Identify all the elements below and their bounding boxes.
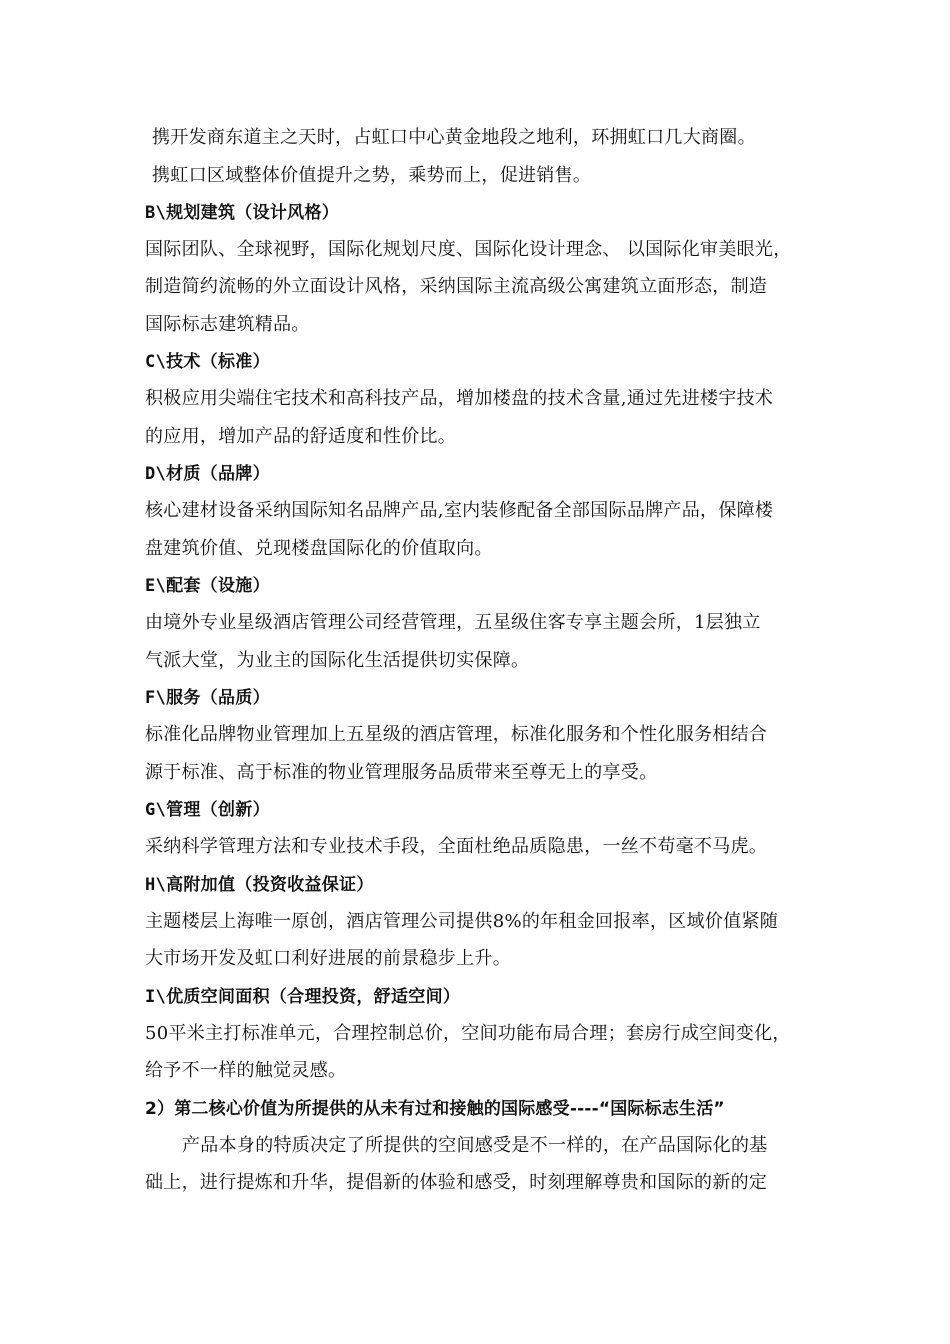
section-heading-e: E\配套（设施） xyxy=(145,576,270,596)
paragraph-line: 标准化品牌物业管理加上五星级的酒店管理，标准化服务和个性化服务相结合 xyxy=(145,724,768,745)
paragraph-line: 气派大堂，为业主的国际化生活提供切实保障。 xyxy=(145,650,530,671)
paragraph-line: 50平米主打标准单元，合理控制总价，空间功能布局合理；套房行成空间变化， xyxy=(145,1023,791,1044)
paragraph-line: 采纳科学管理方法和专业技术手段，全面杜绝品质隐患，一丝不苟毫不马虎。 xyxy=(145,836,768,857)
paragraph-line: 给予不一样的触觉灵感。 xyxy=(145,1060,347,1081)
section-heading-g: G\管理（创新） xyxy=(145,800,270,820)
paragraph-line: 携虹口区域整体价值提升之势，乘势而上，促进销售。 xyxy=(152,165,592,186)
paragraph-line: 盘建筑价值、兑现楼盘国际化的价值取向。 xyxy=(145,538,493,559)
section-heading-i: I\优质空间面积（合理投资，舒适空间） xyxy=(145,987,461,1007)
section-heading-h: H\高附加值（投资收益保证） xyxy=(145,875,374,895)
paragraph-line: 大市场开发及虹口利好进展的前景稳步上升。 xyxy=(145,948,511,969)
paragraph-line: 制造简约流畅的外立面设计风格，采纳国际主流高级公寓建筑立面形态，制造 xyxy=(145,276,768,297)
paragraph-line: 携开发商东道主之天时，占虹口中心黄金地段之地利，环拥虹口几大商圈。 xyxy=(152,127,756,148)
paragraph-line: 积极应用尖端住宅技术和高科技产品，增加楼盘的技术含量,通过先进楼宇技术 xyxy=(145,388,774,409)
core-value-heading: 2）第二核心价值为所提供的从未有过和接触的国际感受----“国际标志生活” xyxy=(145,1099,725,1119)
paragraph-line: 础上，进行提炼和升华，提倡新的体验和感受，时刻理解尊贵和国际的新的定 xyxy=(145,1172,768,1193)
paragraph-line: 国际团队、全球视野，国际化规划尺度、国际化设计理念、 以国际化审美眼光， xyxy=(145,239,792,260)
paragraph-line: 源于标准、高于标准的物业管理服务品质带来至尊无上的享受。 xyxy=(145,762,658,783)
section-heading-c: C\技术（标准） xyxy=(145,352,270,372)
section-heading-b: B\规划建筑（设计风格） xyxy=(145,203,340,223)
section-heading-d: D\材质（品牌） xyxy=(145,464,270,484)
paragraph-line: 的应用，增加产品的舒适度和性价比。 xyxy=(145,426,457,447)
paragraph-line: 国际标志建筑精品。 xyxy=(145,314,310,335)
section-heading-f: F\服务（品质） xyxy=(145,688,270,708)
paragraph-line: 产品本身的特质决定了所提供的空间感受是不一样的，在产品国际化的基 xyxy=(182,1135,768,1156)
paragraph-line: 核心建材设备采纳国际知名品牌产品,室内装修配备全部国际品牌产品，保障楼 xyxy=(145,500,774,521)
paragraph-line: 由境外专业星级酒店管理公司经营管理，五星级住客专享主题会所，1层独立 xyxy=(145,612,761,633)
paragraph-line: 主题楼层上海唯一原创，酒店管理公司提供8%的年租金回报率，区域价值紧随 xyxy=(145,911,779,932)
